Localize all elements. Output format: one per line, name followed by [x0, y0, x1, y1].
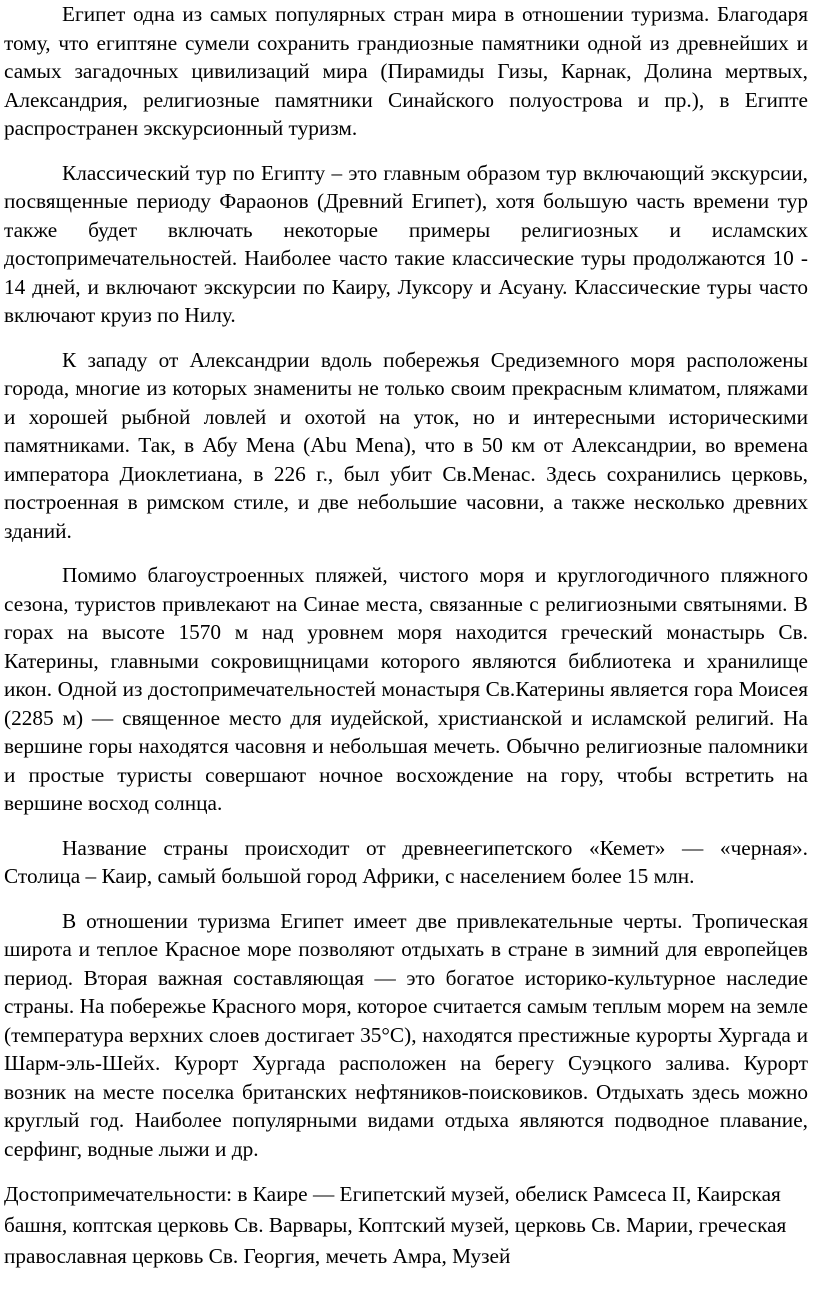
paragraph-gap	[4, 891, 808, 907]
paragraph-alexandria-coast: К западу от Александрии вдоль побережья Средиземного моря расположены города, многие из которых знамениты не только своим прекрасным климатом, пляжами и хорошей рыбной ловлей и охотой на уток, но и интересными историческими памятниками. Так, в Абу Мена (Abu Mena), что в 50 км от Александрии, во времена императора Диоклетиана, в 226 г., был убит Св.Менас. Здесь сохранились церковь, построенная в римском стиле, и две небольшие часовни, а также несколько древних зданий.	[4, 347, 808, 543]
paragraph-gap	[4, 1163, 808, 1179]
paragraph-classic-tour: Классический тур по Египту – это главным образом тур включающий экскурсии, посвященные периоду Фараонов (Древний Египет), хотя большую часть времени тур также будет включать некоторые примеры религиозных и исламских достопримечательностей. Наиболее часто такие классические туры продолжаются 10 - 14 дней, и включают экскурсии по Каиру, Луксору и Асуану. Классические туры часто включают круиз по Нилу.	[4, 160, 808, 327]
paragraph-gap	[4, 143, 808, 159]
paragraph-gap	[4, 818, 808, 834]
paragraph-tourism-features: В отношении туризма Египет имеет две привлекательные черты. Тропическая широта и теплое Красное море позволяют отдыхать в стране в зимний для европейцев период. Вторая важная составляющая — это богатое историко-культурное наследие страны. На побережье Красного моря, которое считается самым теплым морем на земле (температура верхних слоев достигает 35°С), находятся престижные курорты Хургада и Шарм-эль-Шейх. Курорт Хургада расположен на берегу Суэцкого залива. Курорт возник на месте поселка британских нефтяников-поисковиков. Отдыхать здесь можно круглый год. Наиболее популярными видами отдыха являются подводное плавание, серфинг, водные лыжи и др.	[4, 908, 808, 1161]
paragraph-egypt-tourism-intro: Египет одна из самых популярных стран мира в отношении туризма. Благодаря тому, что египтяне сумели сохранить грандиозные памятники одной из древнейших и самых загадочных цивилизаций мира (Пирамиды Гизы, Карнак, Долина мертвых, Александрия, религиозные памятники Синайского полуострова и пр.), в Египте распространен экскурсионный туризм.	[4, 2, 808, 140]
paragraph-gap	[4, 545, 808, 561]
paragraph-sinai: Помимо благоустроенных пляжей, чистого моря и круглогодичного пляжного сезона, туристов привлекают на Синае места, связанные с религиозными святынями. В горах на высоте 1570 м над уровнем моря находится греческий монастырь Св. Катерины, главными сокровищницами которого являются библиотека и хранилище икон. Одной из достопримечательностей монастыря Св.Катерины является гора Моисея (2285 м) — священное место для иудейской, христианской и исламской религий. На вершине горы находятся часовня и небольшая мечеть. Обычно религиозные паломники и простые туристы совершают ночное восхождение на гору, чтобы встретить на вершине восход солнца.	[4, 563, 808, 815]
paragraph-attractions: Достопримечательности: в Каире — Египетский музей, обелиск Рамсеса II, Каирская башня, коптская церковь Св. Варвары, Коптский музей, церковь Св. Марии, греческая православная церковь Св. Георгия, мечеть Амра, Музей	[4, 1182, 787, 1268]
paragraph-country-name: Название страны происходит от древнеегипетского «Кемет» — «черная». Столица – Каир, самый большой город Африки, с населением более 15 млн.	[4, 835, 808, 888]
paragraph-gap	[4, 330, 808, 346]
